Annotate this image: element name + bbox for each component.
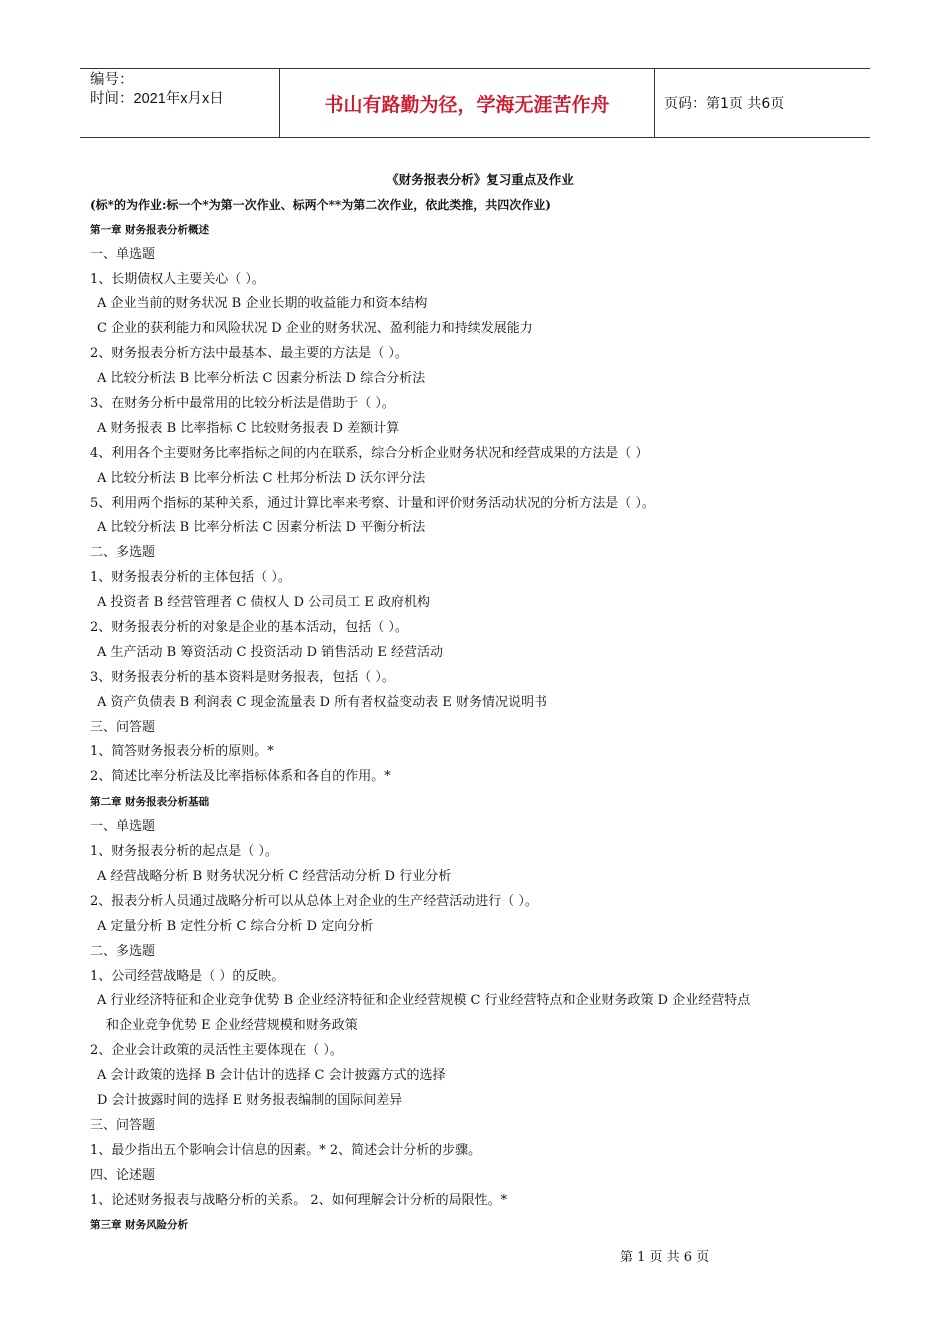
answer-options: A 财务报表 B 比率指标 C 比较财务报表 D 差额计算 xyxy=(97,420,400,436)
answer-options: A 比较分析法 B 比率分析法 C 因素分析法 D 平衡分析法 xyxy=(97,520,426,536)
text-line: 1、公司经营战略是（ ）的反映。 xyxy=(90,968,285,984)
answer-options: A 行业经济特征和企业竞争优势 B 企业经济特征和企业经营规模 C 行业经营特点和企业财务政策 D 企业经营特点 xyxy=(97,993,751,1009)
answer-options: A 投资者 B 经营管理者 C 债权人 D 公司员工 E 政府机构 xyxy=(97,595,430,611)
page-header xyxy=(80,68,870,138)
document-body xyxy=(90,168,870,1238)
chapter-heading: 第二章 财务报表分析基础 xyxy=(90,796,210,809)
chapter-heading: 第一章 财务报表分析概述 xyxy=(90,223,210,236)
answer-options: A 经营战略分析 B 财务状况分析 C 经营活动分析 D 行业分析 xyxy=(97,868,452,884)
answer-options: 和企业竞争优势 E 企业经营规模和财务政策 xyxy=(106,1018,358,1034)
page-footer: 第 1 页 共 6 页 xyxy=(620,1250,710,1265)
answer-options: A 企业当前的财务状况 B 企业长期的收益能力和资本结构 xyxy=(97,296,428,312)
text-line: 一、单选题 xyxy=(90,819,156,835)
doc-lines xyxy=(90,218,870,1239)
time-label: 时间：2021年x月x日 xyxy=(90,91,224,107)
answer-options: A 定量分析 B 定性分析 C 综合分析 D 定向分析 xyxy=(97,918,374,934)
chapter-heading: 第三章 财务风险分析 xyxy=(90,1219,189,1232)
text-line: 一、单选题 xyxy=(90,246,156,262)
text-line: 三、问答题 xyxy=(90,1117,156,1133)
answer-options: A 生产活动 B 筹资活动 C 投资活动 D 销售活动 E 经营活动 xyxy=(97,644,443,660)
text-line: 1、财务报表分析的主体包括（ ）。 xyxy=(90,570,291,586)
text-line: 5、利用两个指标的某种关系，通过计算比率来考察、计量和评价财务活动状况的分析方法是（ ）。 xyxy=(90,495,655,511)
text-line: 2、财务报表分析方法中最基本、最主要的方法是（ ）。 xyxy=(90,346,408,362)
answer-options: D 会计披露时间的选择 E 财务报表编制的国际间差异 xyxy=(97,1092,403,1108)
text-line: 1、财务报表分析的起点是（ ）。 xyxy=(90,844,278,860)
answer-options: A 比较分析法 B 比率分析法 C 因素分析法 D 综合分析法 xyxy=(97,371,426,387)
text-line: 3、财务报表分析的基本资料是财务报表，包括（ ）。 xyxy=(90,669,395,685)
text-line: 二、多选题 xyxy=(90,943,156,959)
text-line: 1、论述财务报表与战略分析的关系。 2、如何理解会计分析的局限性。* xyxy=(90,1192,508,1208)
answer-options: A 比较分析法 B 比率分析法 C 杜邦分析法 D 沃尔评分法 xyxy=(97,470,426,486)
text-line: 四、论述题 xyxy=(90,1167,156,1183)
text-line: 2、企业会计政策的灵活性主要体现在（ ）。 xyxy=(90,1043,343,1059)
text-line: 4、利用各个主要财务比率指标之间的内在联系，综合分析企业财务状况和经营成果的方法是（ ） xyxy=(90,445,649,461)
text-line: 3、在财务分析中最常用的比较分析法是借助于（ ）。 xyxy=(90,396,395,412)
answer-options: A 资产负债表 B 利润表 C 现金流量表 D 所有者权益变动表 E 财务情况说明书 xyxy=(97,694,547,710)
text-line: 2、简述比率分析法及比率指标体系和各自的作用。* xyxy=(90,769,391,785)
text-line: 2、报表分析人员通过战略分析可以从总体上对企业的生产经营活动进行（ ）。 xyxy=(90,893,538,909)
text-line: 三、问答题 xyxy=(90,719,156,735)
doc-title: 《财务报表分析》复习重点及作业 xyxy=(386,172,574,187)
doc-note: (标*的为作业:标一个*为第一次作业、标两个**为第二次作业，依此类推，共四次作业) xyxy=(90,197,551,212)
text-line: 1、简答财务报表分析的原则。* xyxy=(90,744,274,760)
motto: 书山有路勤为径，学海无涯苦作舟 xyxy=(280,69,655,137)
text-line: 1、长期债权人主要关心（ ）。 xyxy=(90,271,265,287)
answer-options: C 企业的获利能力和风险状况 D 企业的财务状况、盈利能力和持续发展能力 xyxy=(97,321,533,337)
page-info: 页码：第1页 共6页 xyxy=(664,96,785,112)
number-label: 编号： xyxy=(90,72,134,88)
answer-options: A 会计政策的选择 B 会计估计的选择 C 会计披露方式的选择 xyxy=(97,1068,446,1084)
text-line: 二、多选题 xyxy=(90,545,156,561)
header-meta xyxy=(80,69,280,137)
text-line: 2、财务报表分析的对象是企业的基本活动，包括（ ）。 xyxy=(90,620,408,636)
text-line: 1、最少指出五个影响会计信息的因素。* 2、简述会计分析的步骤。 xyxy=(90,1142,482,1158)
